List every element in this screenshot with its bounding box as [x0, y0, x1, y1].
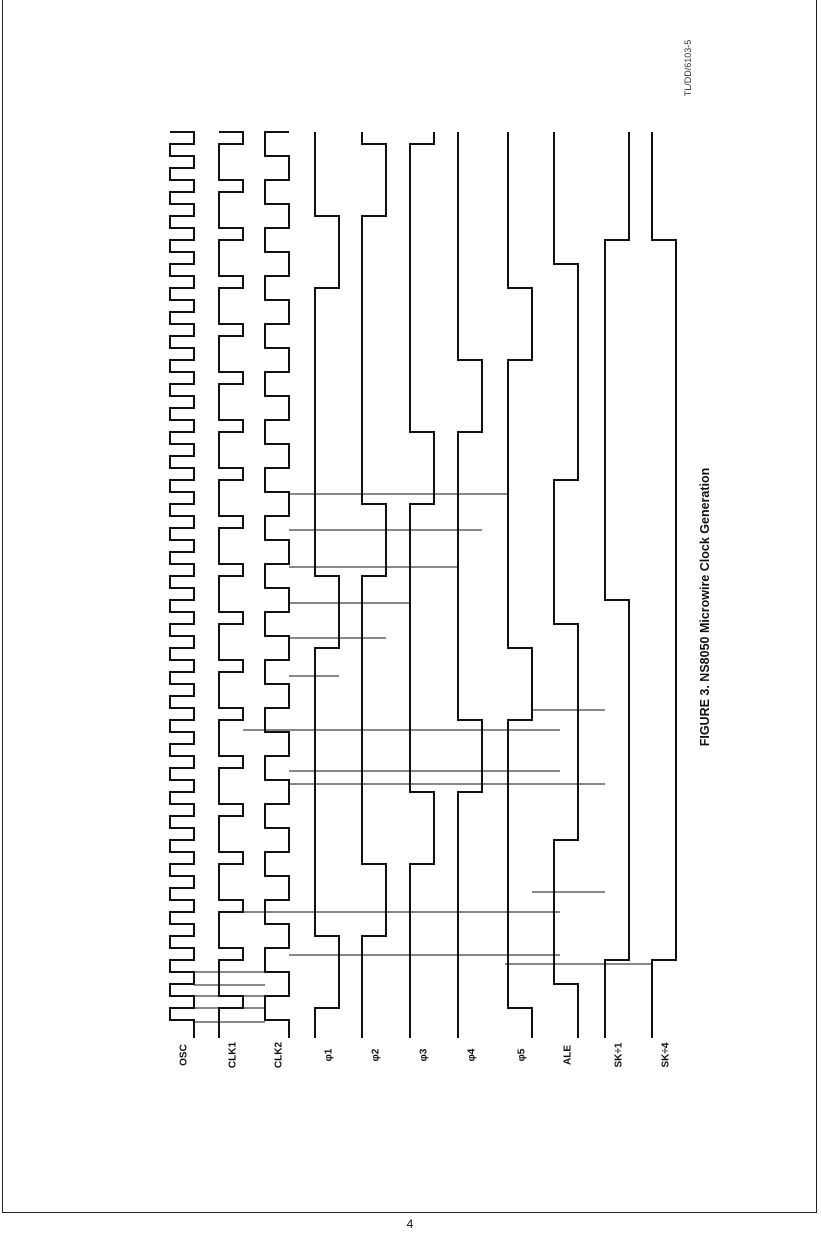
trace-phi2 — [362, 132, 386, 1038]
trace-sk1 — [605, 132, 629, 1038]
label-clk1: CLK1 — [227, 1041, 239, 1069]
figure-caption: FIGURE 3. NS8050 Microwire Clock Generation — [698, 467, 712, 747]
trace-phi5 — [508, 132, 532, 1038]
trace-phi3 — [410, 132, 434, 1038]
page-number: 4 — [406, 1217, 414, 1231]
label-phi3: φ3 — [418, 1048, 430, 1062]
label-sk4: SK÷4 — [660, 1042, 672, 1068]
label-clk2: CLK2 — [273, 1041, 285, 1069]
label-phi5: φ5 — [516, 1048, 528, 1062]
trace-phi1 — [315, 132, 339, 1038]
label-phi2: φ2 — [370, 1048, 382, 1062]
trace-sk4 — [652, 132, 676, 1038]
label-osc: OSC — [178, 1044, 190, 1066]
document-id: TL/DD/6103-5 — [683, 39, 693, 97]
label-phi4: φ4 — [466, 1048, 478, 1062]
signal-traces — [170, 132, 676, 1038]
trace-clk1 — [219, 132, 243, 1038]
trace-ale — [554, 132, 578, 1038]
label-phi1: φ1 — [323, 1048, 335, 1062]
label-ale: ALE — [562, 1045, 574, 1065]
signal-labels — [179, 1042, 672, 1069]
trace-osc — [170, 132, 194, 1038]
reference-lines — [194, 494, 652, 1022]
trace-phi4 — [458, 132, 482, 1038]
label-sk1: SK÷1 — [613, 1042, 625, 1068]
trace-clk2 — [265, 132, 289, 1038]
